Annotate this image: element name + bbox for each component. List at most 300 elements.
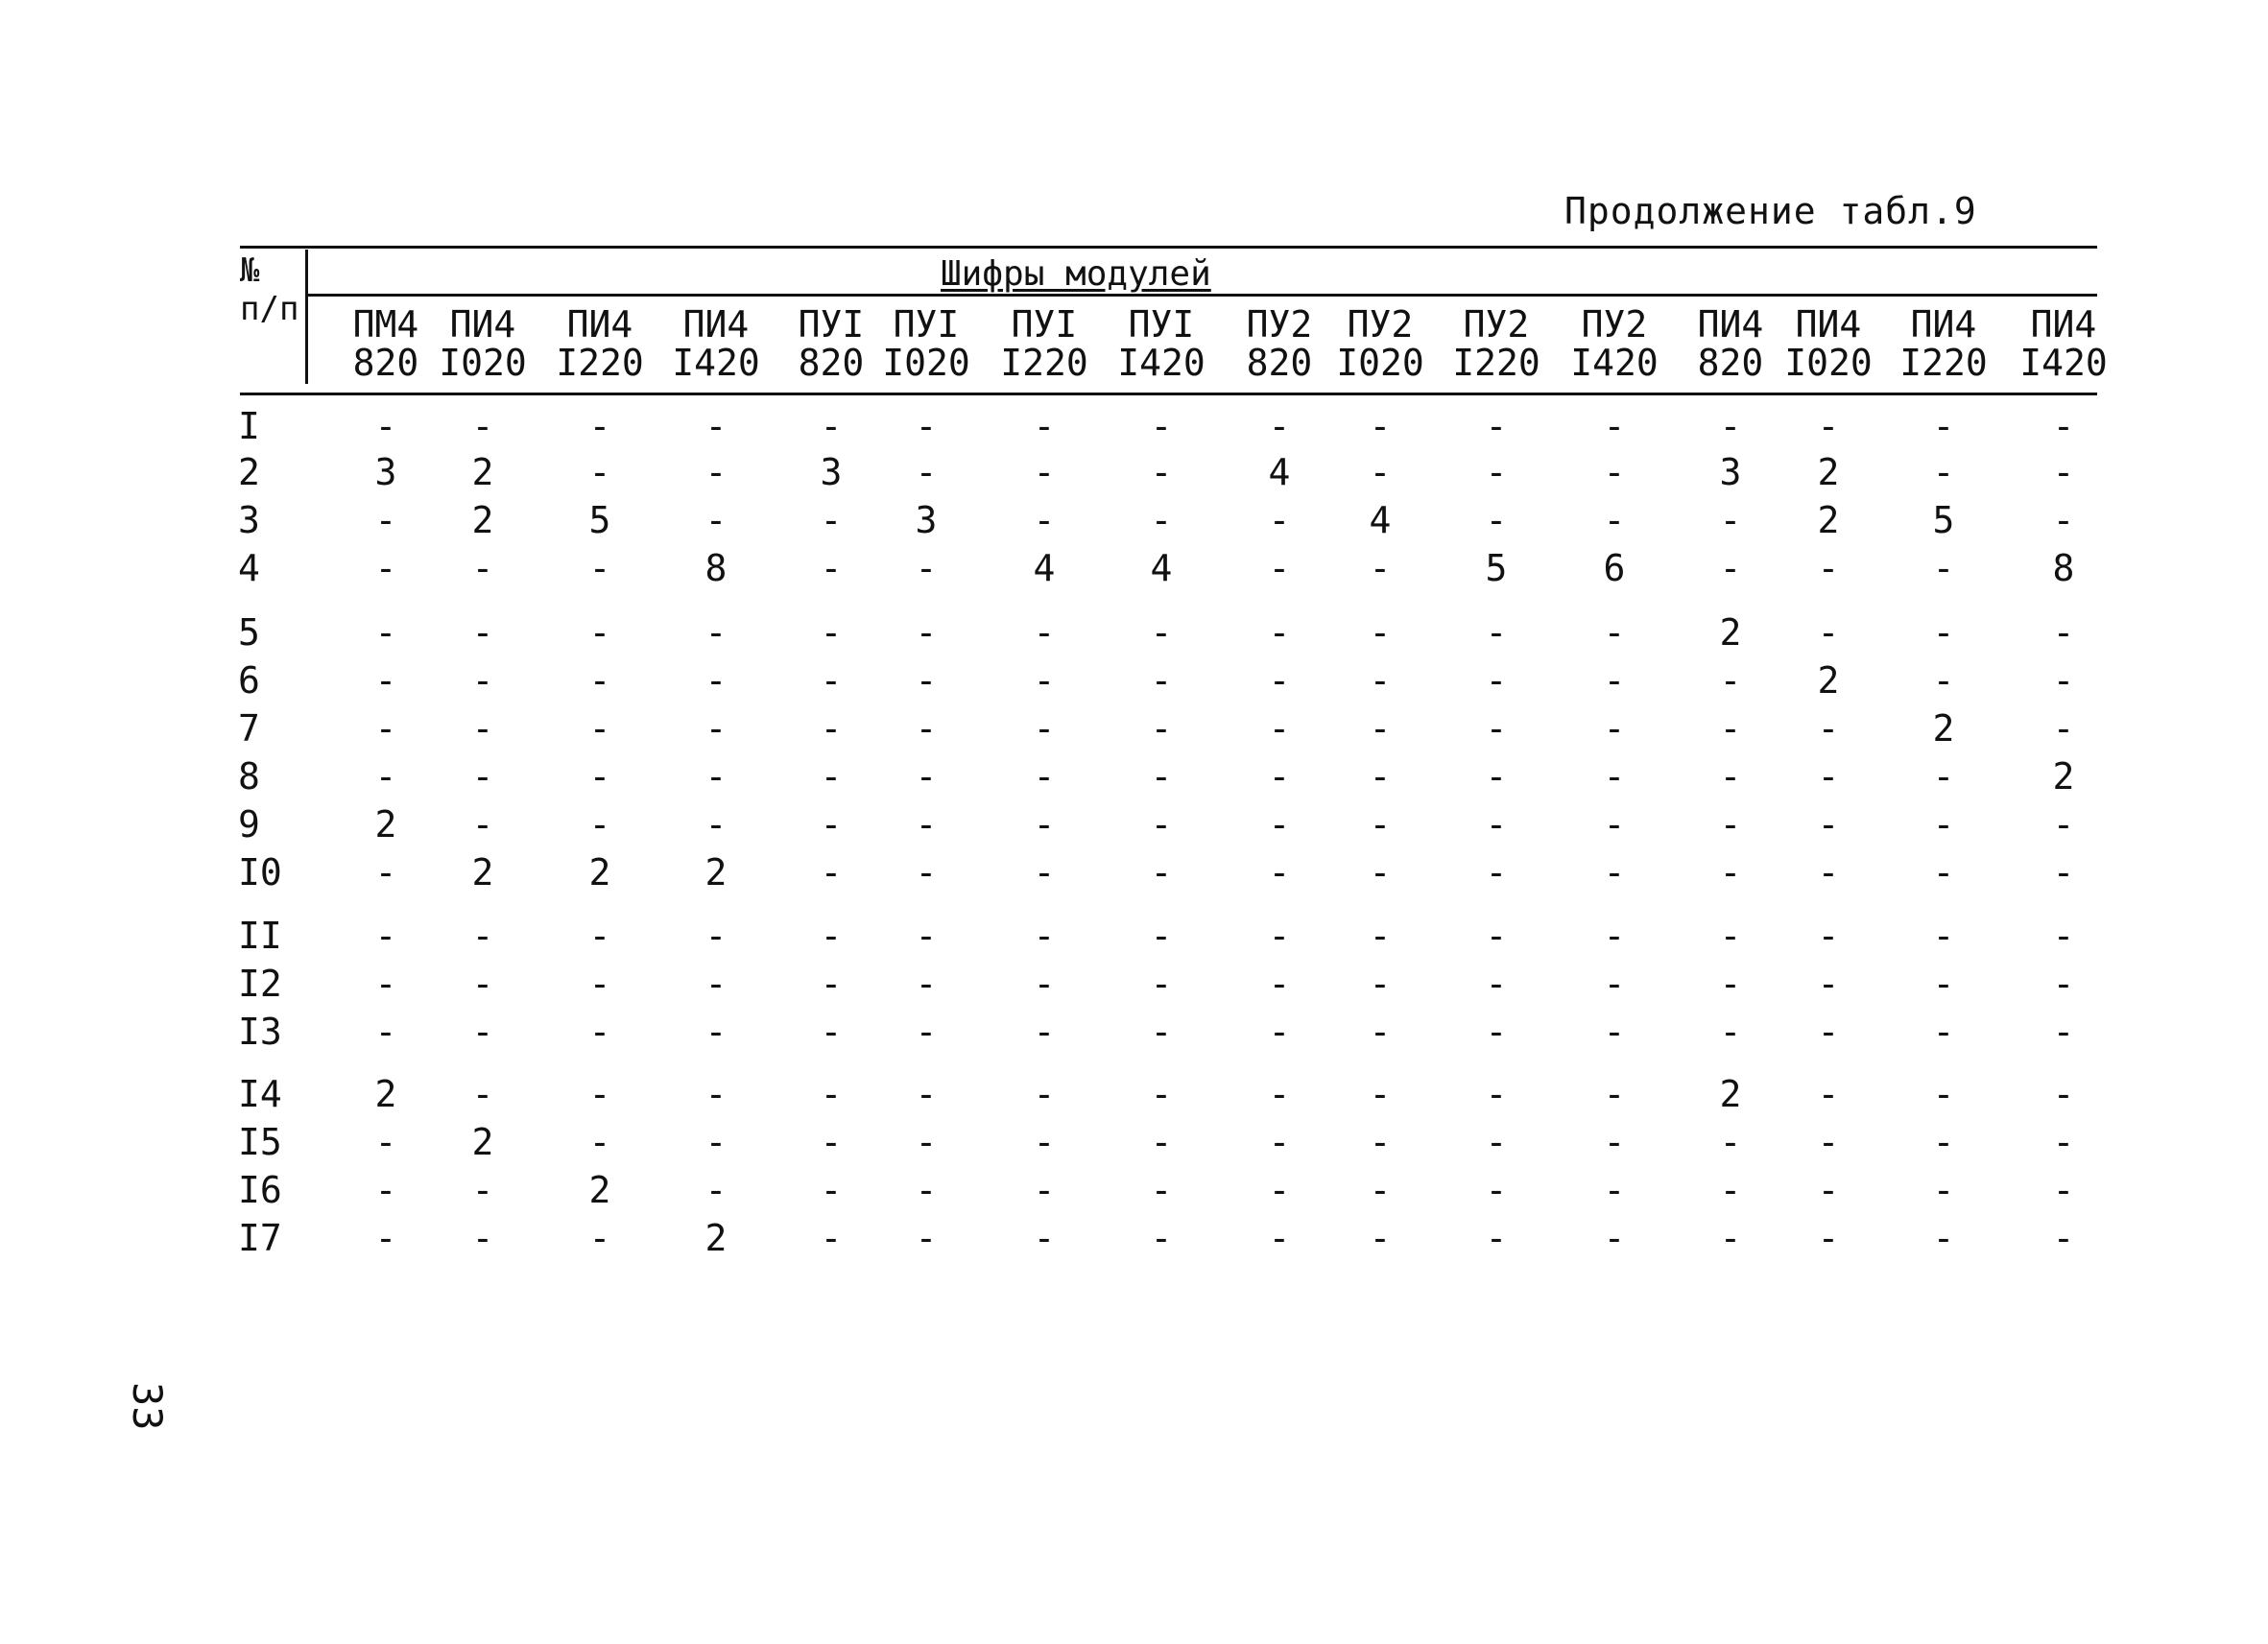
table-cell: - <box>704 659 728 702</box>
table-cell: - <box>1932 915 1955 957</box>
table-cell: - <box>1485 1121 1508 1163</box>
table-cell: - <box>1932 451 1955 493</box>
table-cell: - <box>1485 803 1508 846</box>
table-cell: - <box>1033 851 1056 893</box>
table-cell: - <box>1150 963 1173 1005</box>
table-cell: - <box>1932 405 1955 447</box>
table-cell: 2 <box>471 1121 494 1163</box>
table-cell: - <box>1817 1073 1840 1115</box>
table-cell: - <box>1932 547 1955 589</box>
table-cell: - <box>588 755 611 798</box>
table-cell: - <box>1033 659 1056 702</box>
table-cell: - <box>1603 1011 1626 1053</box>
column-header-size: 820 <box>352 342 419 384</box>
table-cell: - <box>1033 755 1056 798</box>
table-cell: 2 <box>374 1073 397 1115</box>
table-cell: - <box>374 707 397 750</box>
table-cell: - <box>915 803 938 846</box>
table-cell: - <box>915 547 938 589</box>
row-number: I3 <box>238 1011 282 1053</box>
row-number: I6 <box>238 1169 282 1211</box>
table-cell: - <box>820 499 843 541</box>
table-cell: - <box>1033 707 1056 750</box>
table-cell: - <box>915 659 938 702</box>
table-cell: - <box>915 851 938 893</box>
table-cell: - <box>1719 755 1742 798</box>
table-cell: - <box>1719 1121 1742 1163</box>
table-cell: 2 <box>2052 755 2075 798</box>
table-cell: - <box>1268 499 1291 541</box>
table-cell: - <box>2052 915 2075 957</box>
table-cell: - <box>1150 499 1173 541</box>
table-cell: - <box>374 915 397 957</box>
table-cell: - <box>1817 1121 1840 1163</box>
table-cell: - <box>1603 915 1626 957</box>
column-header <box>1698 305 1764 382</box>
table-cell: - <box>1268 1169 1291 1211</box>
column-header-size: I420 <box>1117 342 1206 384</box>
row-number: II <box>238 915 282 957</box>
table-cell: - <box>1369 547 1392 589</box>
table-cell: 2 <box>471 851 494 893</box>
table-cell: - <box>471 1011 494 1053</box>
table-cell: - <box>1150 1217 1173 1259</box>
table-cell: - <box>374 611 397 654</box>
table-cell: - <box>1033 963 1056 1005</box>
table-cell: - <box>588 803 611 846</box>
table-cell: - <box>1268 851 1291 893</box>
column-header-code: ПУI <box>893 303 960 345</box>
table-cell: - <box>704 1169 728 1211</box>
table-cell: - <box>1150 755 1173 798</box>
column-header <box>1452 305 1540 382</box>
column-header-size: I020 <box>1784 342 1873 384</box>
table-cell: - <box>1033 405 1056 447</box>
table-cell: - <box>1603 1121 1626 1163</box>
table-cell: - <box>1932 659 1955 702</box>
table-cell: 2 <box>1817 451 1840 493</box>
column-header-size: I420 <box>2019 342 2108 384</box>
column-header-size: 820 <box>798 342 865 384</box>
column-header-size: I020 <box>439 342 527 384</box>
table-cell: - <box>471 803 494 846</box>
group-header: Шифры модулей <box>941 254 1211 294</box>
table-cell: 2 <box>374 803 397 846</box>
table-cell: - <box>704 1011 728 1053</box>
table-cell: - <box>1369 915 1392 957</box>
table-cell: - <box>1719 707 1742 750</box>
table-cell: - <box>820 1169 843 1211</box>
column-header-size: I220 <box>556 342 644 384</box>
table-cell: - <box>1033 1217 1056 1259</box>
table-cell: - <box>820 803 843 846</box>
column-separator <box>305 250 308 384</box>
table-cell: - <box>1932 1217 1955 1259</box>
table-cell: - <box>1485 659 1508 702</box>
table-cell: - <box>1603 499 1626 541</box>
table-cell: - <box>915 451 938 493</box>
table-cell: - <box>704 963 728 1005</box>
table-cell: - <box>1603 1073 1626 1115</box>
table-cell: 3 <box>374 451 397 493</box>
column-header-code: ПУI <box>798 303 865 345</box>
table-cell: - <box>704 451 728 493</box>
table-cell: - <box>704 1121 728 1163</box>
table-cell: 5 <box>588 499 611 541</box>
table-cell: - <box>1603 1217 1626 1259</box>
column-header <box>882 305 970 382</box>
table-cell: - <box>820 405 843 447</box>
table-cell: - <box>588 547 611 589</box>
table-cell: 2 <box>471 451 494 493</box>
table-cell: - <box>1150 915 1173 957</box>
table-cell: - <box>1603 451 1626 493</box>
row-number-header-line1: № <box>240 251 260 290</box>
table-cell: - <box>1268 915 1291 957</box>
table-cell: 2 <box>1719 1073 1742 1115</box>
row-number: I4 <box>238 1073 282 1115</box>
table-cell: - <box>704 755 728 798</box>
column-header-code: ПИ4 <box>682 303 750 345</box>
table-cell: - <box>471 963 494 1005</box>
column-header <box>1247 305 1313 382</box>
table-cell: - <box>1150 1011 1173 1053</box>
table-cell: 2 <box>471 499 494 541</box>
table-cell: - <box>915 755 938 798</box>
table-cell: - <box>1817 405 1840 447</box>
table-cell: - <box>1719 405 1742 447</box>
table-cell: - <box>1719 851 1742 893</box>
table-cell: 5 <box>1485 547 1508 589</box>
table-cell: - <box>1485 755 1508 798</box>
table-cell: - <box>374 1121 397 1163</box>
table-cell: - <box>1033 1121 1056 1163</box>
table-cell: - <box>1932 851 1955 893</box>
table-cell: - <box>1932 1169 1955 1211</box>
table-cell: - <box>1719 499 1742 541</box>
table-cell: 2 <box>588 1169 611 1211</box>
table-cell: - <box>1369 803 1392 846</box>
table-cell: - <box>1719 803 1742 846</box>
table-cell: - <box>588 1011 611 1053</box>
table-cell: - <box>704 803 728 846</box>
column-header-size: I420 <box>672 342 760 384</box>
table-cell: - <box>1369 755 1392 798</box>
column-header-size: 820 <box>1246 342 1313 384</box>
table-cell: 3 <box>820 451 843 493</box>
table-cell: - <box>1150 1169 1173 1211</box>
table-cell: 3 <box>915 499 938 541</box>
table-cell: - <box>471 915 494 957</box>
table-cell: - <box>820 707 843 750</box>
table-cell: - <box>1932 1011 1955 1053</box>
table-cell: - <box>471 1169 494 1211</box>
column-header-code: ПУ2 <box>1246 303 1313 345</box>
table-cell: - <box>1719 1169 1742 1211</box>
table-cell: - <box>1603 659 1626 702</box>
table-cell: - <box>2052 1217 2075 1259</box>
table-cell: - <box>1817 1217 1840 1259</box>
table-cell: - <box>374 1217 397 1259</box>
table-cell: - <box>915 1169 938 1211</box>
table-cell: - <box>820 915 843 957</box>
table-cell: - <box>915 1217 938 1259</box>
table-cell: - <box>588 963 611 1005</box>
table-cell: - <box>374 851 397 893</box>
table-cell: - <box>2052 659 2075 702</box>
table-cell: - <box>471 755 494 798</box>
table-cell: - <box>915 915 938 957</box>
table-cell: - <box>471 707 494 750</box>
column-header <box>353 305 419 382</box>
table-cell: - <box>1150 451 1173 493</box>
table-cell: - <box>915 1121 938 1163</box>
table-cell: 3 <box>1719 451 1742 493</box>
table-cell: - <box>1268 707 1291 750</box>
table-cell: - <box>1603 851 1626 893</box>
table-cell: 2 <box>1932 707 1955 750</box>
column-header-size: I020 <box>1336 342 1424 384</box>
column-header <box>1336 305 1424 382</box>
row-number: 7 <box>238 707 260 750</box>
row-number: 9 <box>238 803 260 846</box>
table-cell: - <box>471 659 494 702</box>
table-cell: - <box>374 659 397 702</box>
table-cell: - <box>2052 1011 2075 1053</box>
table-cell: - <box>471 405 494 447</box>
table-cell: - <box>1033 803 1056 846</box>
table-cell: 4 <box>1268 451 1291 493</box>
table-cell: - <box>1817 1169 1840 1211</box>
table-cell: - <box>1603 707 1626 750</box>
table-cell: - <box>1369 1073 1392 1115</box>
table-cell: - <box>1150 405 1173 447</box>
column-header <box>439 305 527 382</box>
table-cell: - <box>1719 1217 1742 1259</box>
table-cell: - <box>1485 611 1508 654</box>
table-cell: - <box>1268 1217 1291 1259</box>
row-number: 3 <box>238 499 260 541</box>
table-cell: - <box>1719 547 1742 589</box>
table-cell: - <box>1369 1169 1392 1211</box>
table-top-rule <box>240 246 2097 249</box>
table-cell: - <box>2052 405 2075 447</box>
table-cell: - <box>374 1011 397 1053</box>
table-cell: - <box>1485 1217 1508 1259</box>
table-cell: - <box>471 1073 494 1115</box>
row-number: 8 <box>238 755 260 798</box>
table-cell: - <box>915 1011 938 1053</box>
table-cell: - <box>1033 915 1056 957</box>
column-header <box>1899 305 1988 382</box>
table-cell: 2 <box>704 851 728 893</box>
table-cell: - <box>1150 1121 1173 1163</box>
table-cell: - <box>915 963 938 1005</box>
table-cell: - <box>2052 1073 2075 1115</box>
table-cell: - <box>704 1073 728 1115</box>
table-cell: - <box>1817 707 1840 750</box>
column-header <box>799 305 865 382</box>
table-cell: - <box>820 1121 843 1163</box>
table-cell: - <box>1485 1073 1508 1115</box>
column-header <box>1784 305 1873 382</box>
table-cell: - <box>1369 451 1392 493</box>
table-cell: - <box>1369 405 1392 447</box>
table-cell: 4 <box>1033 547 1056 589</box>
header-bottom-rule <box>240 393 2097 395</box>
table-cell: - <box>1369 707 1392 750</box>
row-number: 4 <box>238 547 260 589</box>
table-cell: - <box>1033 499 1056 541</box>
table-cell: - <box>374 499 397 541</box>
table-cell: - <box>588 405 611 447</box>
table-cell: - <box>820 755 843 798</box>
table-cell: - <box>1719 1011 1742 1053</box>
table-cell: - <box>1033 611 1056 654</box>
table-cell: - <box>704 499 728 541</box>
table-cell: - <box>588 1217 611 1259</box>
table-cell: - <box>1485 963 1508 1005</box>
table-cell: - <box>1150 611 1173 654</box>
table-cell: - <box>1932 755 1955 798</box>
table-cell: - <box>704 611 728 654</box>
group-header-rule <box>307 294 2097 297</box>
table-cell: - <box>2052 963 2075 1005</box>
column-header <box>1570 305 1659 382</box>
table-cell: - <box>704 915 728 957</box>
column-header-code: ПУ2 <box>1463 303 1530 345</box>
table-cell: - <box>1817 547 1840 589</box>
table-cell: - <box>1033 1011 1056 1053</box>
table-cell: - <box>1817 803 1840 846</box>
table-cell: - <box>704 405 728 447</box>
table-cell: - <box>1603 611 1626 654</box>
row-number: I7 <box>238 1217 282 1259</box>
row-number: I <box>238 405 260 447</box>
table-cell: 8 <box>2052 547 2075 589</box>
row-number-header <box>240 251 298 328</box>
row-number-header-line2: п/п <box>240 290 299 328</box>
table-cell: - <box>1268 611 1291 654</box>
table-cell: - <box>820 659 843 702</box>
table-cell: - <box>1268 1121 1291 1163</box>
table-cell: - <box>820 963 843 1005</box>
table-caption: Продолжение табл.9 <box>1564 190 1977 232</box>
table-cell: - <box>1268 755 1291 798</box>
table-cell: - <box>1369 1011 1392 1053</box>
table-cell: - <box>1268 547 1291 589</box>
table-cell: - <box>704 707 728 750</box>
table-cell: - <box>2052 707 2075 750</box>
table-cell: - <box>1268 1011 1291 1053</box>
table-cell: - <box>820 1011 843 1053</box>
table-cell: - <box>1817 915 1840 957</box>
column-header-code: ПИ4 <box>1697 303 1764 345</box>
table-cell: - <box>1817 1011 1840 1053</box>
table-cell: - <box>1932 1121 1955 1163</box>
column-header-code: ПУ2 <box>1581 303 1648 345</box>
table-cell: - <box>588 451 611 493</box>
table-cell: 2 <box>1719 611 1742 654</box>
table-cell: - <box>1268 405 1291 447</box>
table-cell: 8 <box>704 547 728 589</box>
table-cell: - <box>1603 405 1626 447</box>
table-cell: - <box>2052 611 2075 654</box>
table-cell: - <box>471 547 494 589</box>
table-cell: - <box>1932 1073 1955 1115</box>
table-cell: - <box>1603 803 1626 846</box>
table-cell: - <box>1719 963 1742 1005</box>
table-cell: - <box>1150 803 1173 846</box>
table-cell: - <box>471 1217 494 1259</box>
table-cell: 2 <box>588 851 611 893</box>
column-header-size: I220 <box>1899 342 1988 384</box>
column-header-size: 820 <box>1697 342 1764 384</box>
table-cell: 2 <box>1817 499 1840 541</box>
row-number: 5 <box>238 611 260 654</box>
table-cell: - <box>1268 803 1291 846</box>
column-header-size: I220 <box>1000 342 1088 384</box>
table-cell: - <box>2052 451 2075 493</box>
column-header-code: ПМ4 <box>352 303 419 345</box>
table-cell: - <box>1369 963 1392 1005</box>
table-cell: - <box>1603 755 1626 798</box>
table-cell: - <box>588 1073 611 1115</box>
table-cell: - <box>1033 1073 1056 1115</box>
table-cell: - <box>915 611 938 654</box>
row-number: 2 <box>238 451 260 493</box>
table-cell: - <box>374 1169 397 1211</box>
row-number: 6 <box>238 659 260 702</box>
column-header <box>1117 305 1206 382</box>
table-cell: - <box>2052 1121 2075 1163</box>
table-cell: - <box>1603 963 1626 1005</box>
table-cell: - <box>374 963 397 1005</box>
table-cell: 4 <box>1150 547 1173 589</box>
table-cell: - <box>820 611 843 654</box>
table-cell: - <box>1817 755 1840 798</box>
table-cell: - <box>2052 851 2075 893</box>
table-cell: - <box>1485 499 1508 541</box>
table-cell: - <box>1485 915 1508 957</box>
table-cell: - <box>1603 1169 1626 1211</box>
table-cell: - <box>1719 659 1742 702</box>
table-cell: 2 <box>704 1217 728 1259</box>
column-header-code: ПИ4 <box>1795 303 1862 345</box>
table-cell: - <box>1268 963 1291 1005</box>
table-cell: - <box>588 659 611 702</box>
table-cell: - <box>1932 803 1955 846</box>
table-cell: - <box>471 611 494 654</box>
column-header <box>672 305 760 382</box>
column-header-code: ПИ4 <box>1910 303 1977 345</box>
column-header-code: ПИ4 <box>566 303 633 345</box>
table-cell: - <box>374 755 397 798</box>
table-cell: - <box>588 611 611 654</box>
table-cell: - <box>1485 1169 1508 1211</box>
table-cell: - <box>2052 1169 2075 1211</box>
row-number: I0 <box>238 851 282 893</box>
table-cell: - <box>1817 963 1840 1005</box>
column-header-size: I220 <box>1452 342 1540 384</box>
table-cell: - <box>915 405 938 447</box>
table-cell: - <box>1719 915 1742 957</box>
table-cell: - <box>1932 963 1955 1005</box>
table-cell: - <box>1033 451 1056 493</box>
column-header-code: ПИ4 <box>2030 303 2097 345</box>
table-cell: 2 <box>1817 659 1840 702</box>
table-cell: 4 <box>1369 499 1392 541</box>
